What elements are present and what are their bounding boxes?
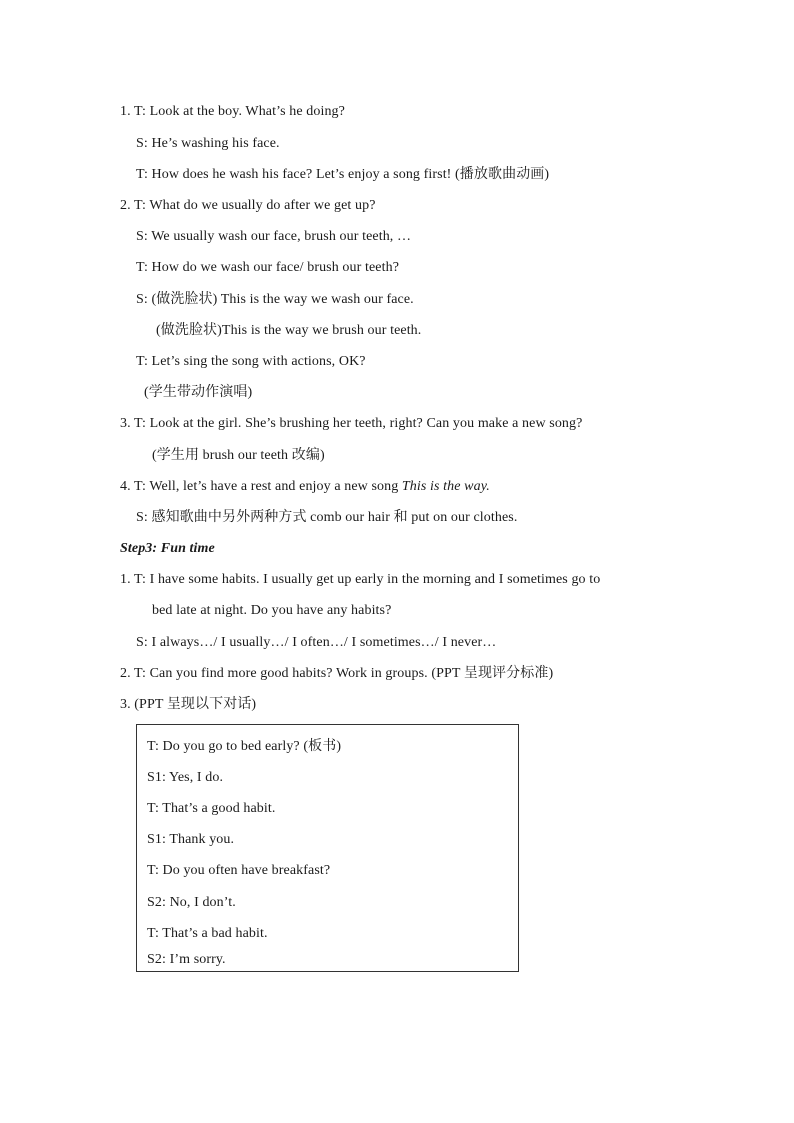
step-item-2-student: S: We usually wash our face, brush our teeth, … [136,229,412,244]
step-item-2-teacher-question: T: How do we wash our face/ brush our teeth? [136,260,400,275]
dialogue-line: S1: Thank you. [147,832,235,847]
fun-item-1-student: S: I always…/ I usually…/ I often…/ I sometimes…/ I never… [136,635,497,650]
step-item-2-teacher: 2. T: What do we usually do after we get up? [120,198,376,213]
dialogue-line: T: That’s a good habit. [147,801,276,816]
step-item-2-note: (学生带动作演唱) [144,385,253,400]
step3-heading: Step3: Fun time [120,541,215,556]
fun-item-1-teacher-cont: bed late at night. Do you have any habits? [152,603,392,618]
step-item-1-student: S: He’s washing his face. [136,136,280,151]
step-item-4-student: S: 感知歌曲中另外两种方式 comb our hair 和 put on our clothes. [136,510,518,525]
step-item-3-note: (学生用 brush our teeth 改编) [152,448,325,463]
step-item-3-teacher: 3. T: Look at the girl. She’s brushing her teeth, right? Can you make a new song? [120,416,583,431]
dialogue-line: S1: Yes, I do. [147,770,224,785]
dialogue-line: T: Do you often have breakfast? [147,863,331,878]
fun-item-2-teacher: 2. T: Can you find more good habits? Work in groups. (PPT 呈现评分标准) [120,666,554,681]
step-item-2-student-brush: (做洗脸状)This is the way we brush our teeth. [156,323,422,338]
step-item-2-teacher-sing: T: Let’s sing the song with actions, OK? [136,354,366,369]
song-title: This is the way. [401,479,490,494]
dialogue-line: S2: No, I don’t. [147,895,236,910]
step-item-4-teacher [120,478,490,496]
dialogue-line: S2: I’m sorry. [147,952,226,967]
step-item-2-student-wash: S: (做洗脸状) This is the way we wash our face. [136,292,414,307]
fun-item-1-teacher: 1. T: I have some habits. I usually get up early in the morning and I sometimes go to [120,572,601,587]
step-item-1-teacher-song: T: How does he wash his face? Let’s enjoy a song first! (播放歌曲动画) [136,167,550,182]
dialogue-line: T: Do you go to bed early? (板书) [147,739,342,754]
dialogue-box [136,724,519,972]
fun-item-3: 3. (PPT 呈现以下对话) [120,697,257,712]
step-item-1-teacher: 1. T: Look at the boy. What’s he doing? [120,104,345,119]
dialogue-line: T: That’s a bad habit. [147,926,268,941]
step-item-4-prefix: 4. T: Well, let’s have a rest and enjoy a new song [120,479,402,494]
